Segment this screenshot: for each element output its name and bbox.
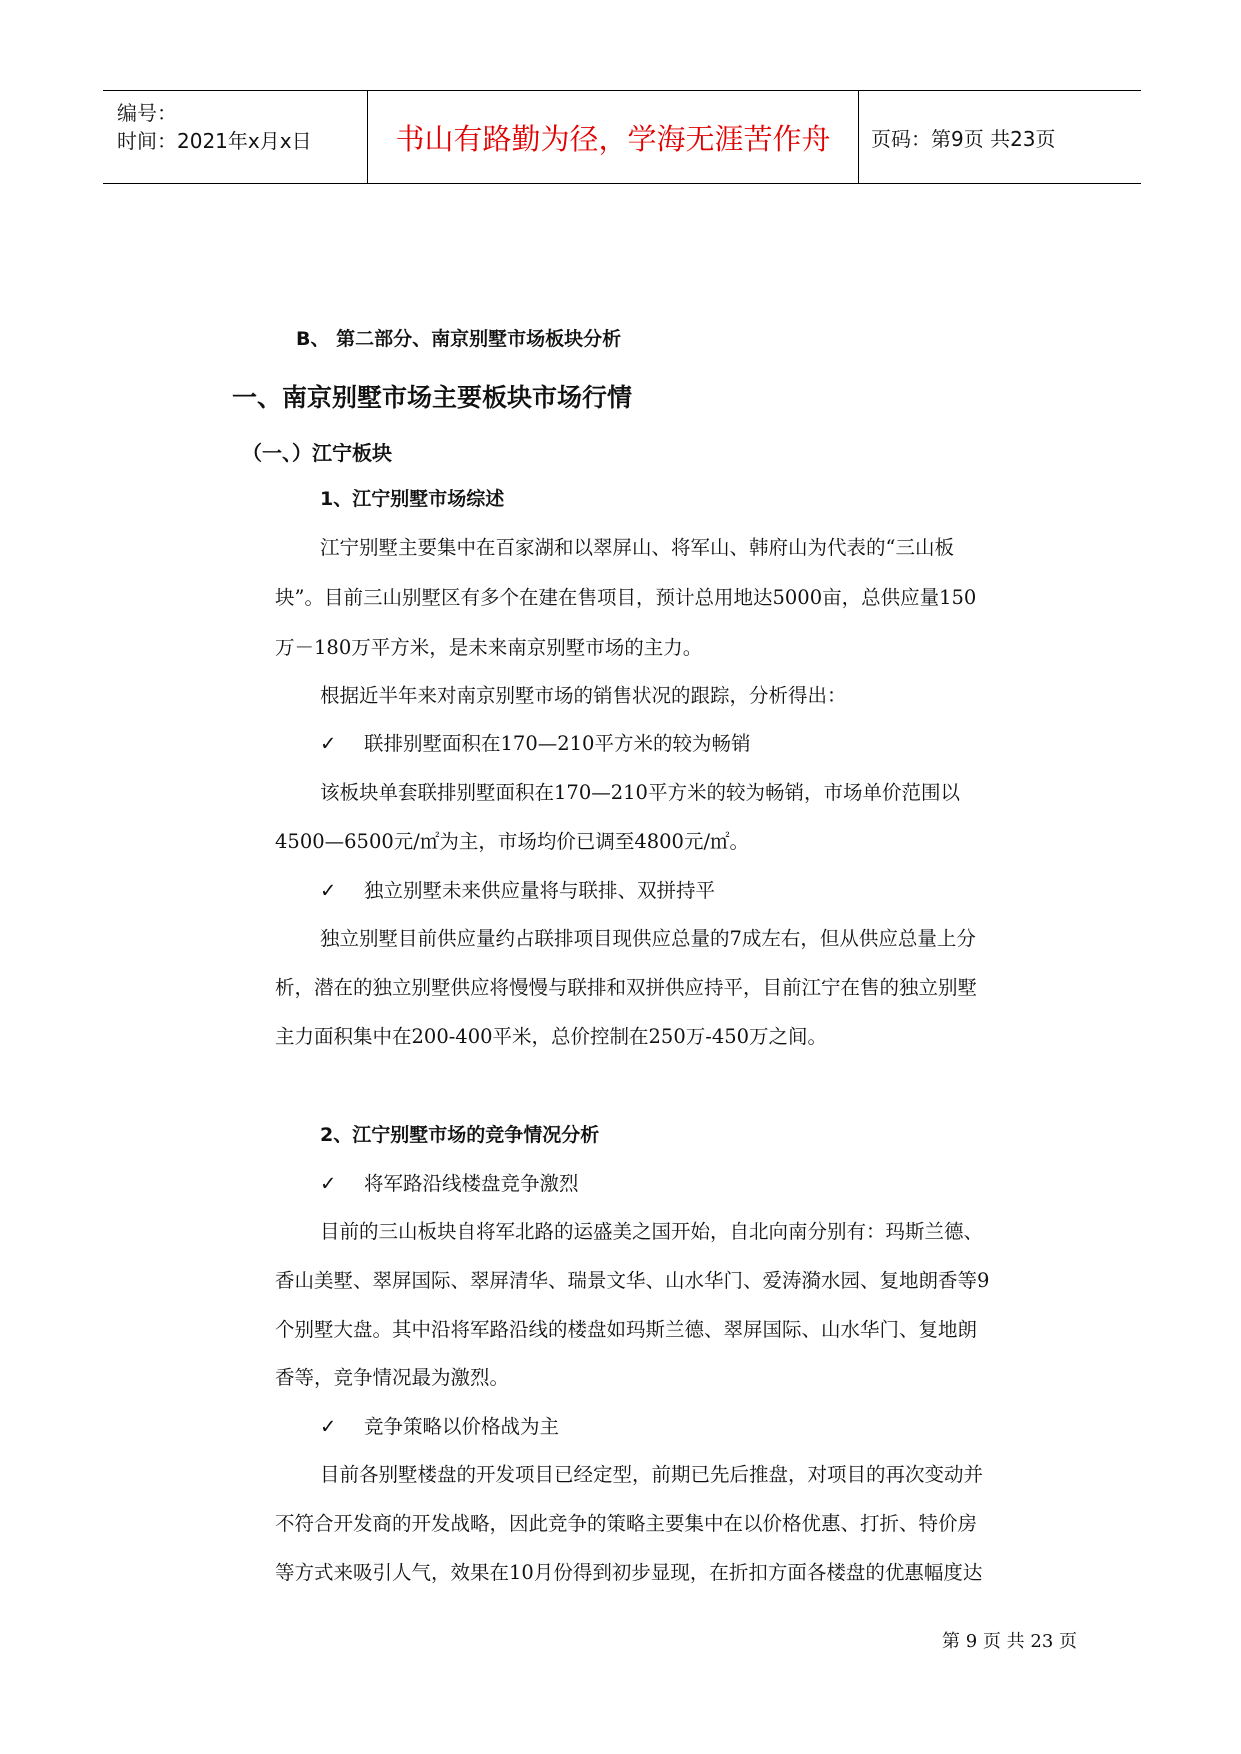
- header-page-number: 页码：第9页 共23页: [871, 127, 1056, 151]
- subsection-title-2: 2、江宁别墅市场的竞争情况分析: [320, 1124, 600, 1146]
- paragraph-line: 等方式来吸引人气，效果在10月份得到初步显现，在折扣方面各楼盘的优惠幅度达: [275, 1561, 983, 1584]
- header-table: [103, 90, 1141, 184]
- paragraph-line: 独立别墅目前供应量约占联排项目现供应总量的7成左右，但从供应总量上分: [320, 927, 976, 950]
- subsection-title-1: 1、江宁别墅市场综述: [320, 488, 505, 510]
- paragraph-line: 目前各别墅楼盘的开发项目已经定型，前期已先后推盘，对项目的再次变动并: [320, 1463, 984, 1486]
- header-motto-cell: [368, 91, 859, 183]
- page-footer: 第 9 页 共 23 页: [942, 1631, 1077, 1652]
- header-meta-cell: [103, 91, 368, 183]
- paragraph-line: 江宁别墅主要集中在百家湖和以翠屏山、将军山、韩府山为代表的“三山板: [320, 536, 954, 559]
- header-motto: 书山有路勤为径，学海无涯苦作舟: [395, 122, 831, 156]
- check-icon: ✓: [320, 879, 337, 902]
- check-icon: ✓: [320, 1415, 337, 1438]
- paragraph-line: 根据近半年来对南京别墅市场的销售状况的跟踪，分析得出：: [320, 684, 847, 707]
- paragraph-line: 不符合开发商的开发战略，因此竞争的策略主要集中在以价格优惠、打折、特价房: [275, 1512, 978, 1535]
- paragraph-line: 个别墅大盘。其中沿将军路沿线的楼盘如玛斯兰德、翠屏国际、山水华门、复地朗: [275, 1318, 978, 1341]
- paragraph-line: 万－180万平方米，是未来南京别墅市场的主力。: [275, 636, 703, 659]
- subsection-heading: （一、）江宁板块: [242, 441, 392, 465]
- header-page-cell: [859, 91, 1141, 183]
- paragraph-line: 析，潜在的独立别墅供应将慢慢与联排和双拼供应持平，目前江宁在售的独立别墅: [275, 976, 978, 999]
- checklist-item-text: 独立别墅未来供应量将与联排、双拼持平: [364, 879, 716, 902]
- checklist-item-text: 竞争策略以价格战为主: [364, 1415, 560, 1438]
- document-time-label: 时间：2021年x月x日: [117, 129, 312, 153]
- checklist-item-text: 联排别墅面积在170—210平方米的较为畅销: [364, 732, 751, 755]
- section-heading: 一、南京别墅市场主要板块市场行情: [232, 383, 633, 412]
- paragraph-line: 该板块单套联排别墅面积在170—210平方米的较为畅销，市场单价范围以: [320, 781, 960, 804]
- checklist-item: [320, 1168, 579, 1196]
- paragraph-line: 4500—6500元/㎡为主，市场均价已调至4800元/㎡。: [275, 830, 750, 853]
- checklist-item: [320, 728, 750, 756]
- check-icon: ✓: [320, 1172, 337, 1195]
- check-icon: ✓: [320, 732, 337, 755]
- paragraph-line: 主力面积集中在200-400平米，总价控制在250万-450万之间。: [275, 1025, 828, 1048]
- document-number-label: 编号：: [117, 101, 177, 125]
- paragraph-line: 块”。目前三山别墅区有多个在建在售项目，预计总用地达5000亩，总供应量150: [275, 586, 977, 609]
- checklist-item: [320, 875, 715, 903]
- checklist-item-text: 将军路沿线楼盘竞争激烈: [364, 1172, 579, 1195]
- paragraph-line: 香等，竞争情况最为激烈。: [275, 1366, 510, 1389]
- paragraph-line: 香山美墅、翠屏国际、翠屏清华、瑞景文华、山水华门、爱涛漪水园、复地朗香等9: [275, 1269, 990, 1292]
- part-heading: B、 第二部分、南京别墅市场板块分析: [296, 328, 622, 350]
- paragraph-line: 目前的三山板块自将军北路的运盛美之国开始，自北向南分别有：玛斯兰德、: [320, 1220, 984, 1243]
- checklist-item: [320, 1411, 559, 1439]
